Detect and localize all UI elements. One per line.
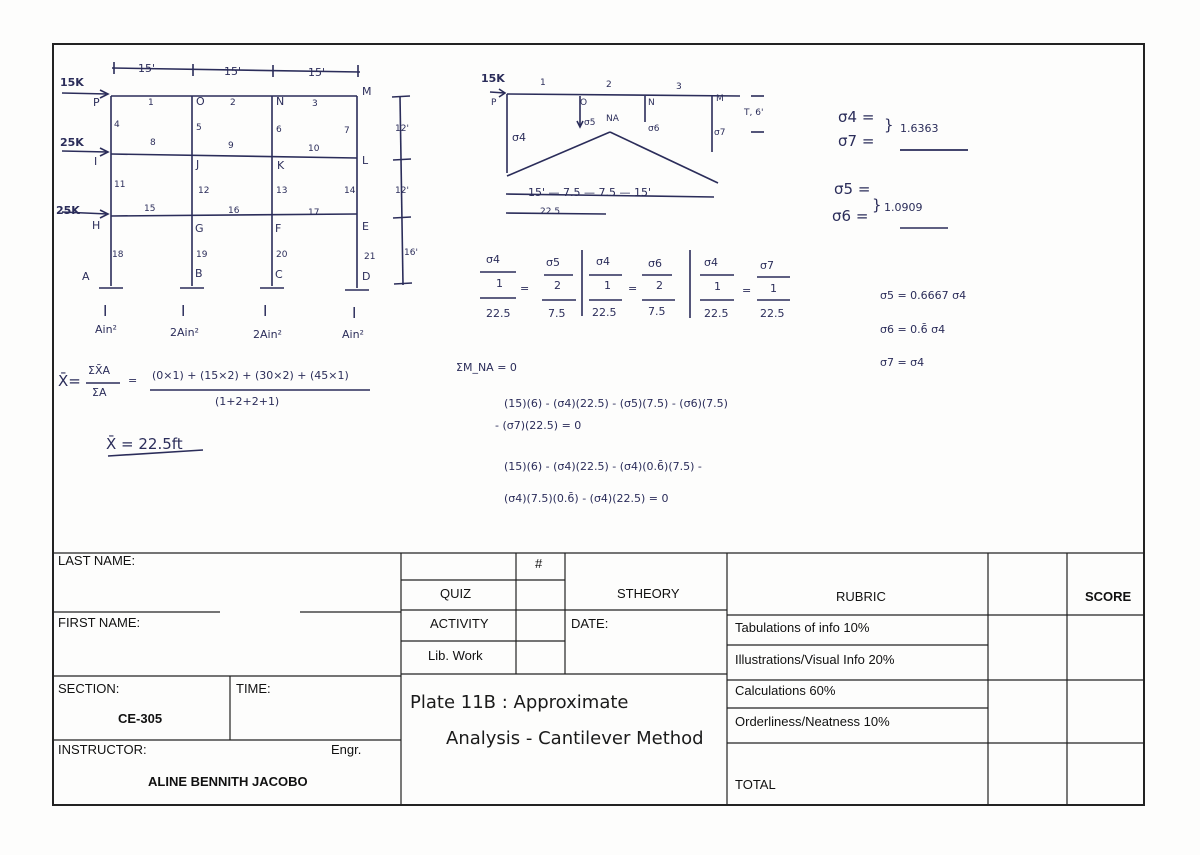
centroid-frac-num: ΣX̄A [88,364,111,377]
member-label-21: 21 [364,252,376,262]
height-label-2: 12' [395,186,409,196]
column-inertia-3: I [263,302,268,320]
rubric-calculations: Calculations 60% [735,683,836,698]
member-label-10: 10 [308,144,320,154]
centroid-frac-den: ΣA [92,386,107,399]
instructor-label: INSTRUCTOR: [58,742,147,757]
joint-label-j: J [196,158,200,171]
centroid-denominator: (1+2+2+1) [215,395,280,408]
member-label-13: 13 [276,186,288,196]
result-s6: σ6 = [832,207,869,225]
fbd-sigma7: σ7 [714,128,726,138]
joint-label-l: L [362,154,369,167]
ratio2-a: σ4 [596,255,610,268]
fbd-num-1: 1 [540,78,546,88]
section-label: SECTION: [58,681,120,696]
centroid-result: X̄ = 22.5ft [106,435,183,453]
result-s7: σ7 = [838,132,875,150]
ratio3-e: 1 [770,282,777,295]
fbd-sigma6: σ6 [648,124,660,134]
moment-head: ΣM_NA = 0 [456,361,517,374]
rubric-illustrations: Illustrations/Visual Info 20% [735,652,895,667]
fbd-num-2: 2 [606,80,612,90]
span-label-3: 15' [308,66,326,79]
time-label: TIME: [236,681,271,696]
ratio1-c: 22.5 [486,307,511,320]
relation-s6: σ6 = 0.6̄ σ4 [880,323,946,336]
member-label-7: 7 [344,126,350,136]
total-label: TOTAL [735,777,776,792]
plate-title-line2: Analysis - Cantilever Method [446,728,704,749]
load-label-top: 15K [60,76,84,89]
moment-line2: - (σ7)(22.5) = 0 [495,419,582,432]
date-label: DATE: [571,616,609,631]
joint-label-b: B [195,267,203,280]
fbd-num-3: 3 [676,82,682,92]
last-name-label: LAST NAME: [58,553,136,568]
member-label-4: 4 [114,120,120,130]
column-area-2: 2Ain² [170,326,199,339]
lib-work-label: Lib. Work [428,648,483,663]
ratio1-e: 2 [554,279,561,292]
instructor-value: ALINE BENNITH JACOBO [148,774,308,789]
member-label-20: 20 [276,250,288,260]
joint-label-i: I [94,155,98,168]
ratio2-b: 1 [604,279,611,292]
fbd-dim2: 22.5 [540,207,561,217]
joint-label-g: G [195,222,204,235]
member-label-2: 2 [230,98,236,108]
column-inertia-1: I [103,302,108,320]
relation-s7: σ7 = σ4 [880,356,925,369]
section-value: CE-305 [118,711,163,726]
member-label-9: 9 [228,141,234,151]
fbd-load: 15K [481,72,505,85]
column-area-3: 2Ain² [253,328,282,341]
engr-label: Engr. [331,742,362,757]
fbd-o: O [580,98,588,108]
member-label-6: 6 [276,125,282,135]
centroid-xbar: X̄= [58,372,81,390]
joint-label-p: P [93,96,100,109]
relation-s5: σ5 = 0.6667 σ4 [880,289,967,302]
fbd-na: NA [606,114,619,124]
centroid-equals: = [128,374,138,387]
ratio1-d: σ5 [546,256,560,269]
quiz-label: QUIZ [440,586,472,601]
load-label-mid: 25K [60,136,84,149]
ratio3-d: σ7 [760,259,774,272]
joint-label-h: H [92,219,101,232]
member-label-17: 17 [308,208,320,218]
member-label-15: 15 [144,204,156,214]
fbd-sigma5: σ5 [584,118,596,128]
centroid-numerator: (0×1) + (15×2) + (30×2) + (45×1) [152,369,349,382]
joint-label-c: C [275,268,283,281]
beam-mid [111,154,357,158]
moment-line1: (15)(6) - (σ4)(22.5) - (σ5)(7.5) - (σ6)(7.5) [504,397,728,410]
joint-label-n: N [276,95,285,108]
ratio3-b: 1 [714,280,721,293]
activity-label: ACTIVITY [430,616,489,631]
column-area-4: Ain² [342,328,364,341]
ratio3-a: σ4 [704,256,718,269]
member-label-3: 3 [312,99,318,109]
member-label-16: 16 [228,206,240,216]
rubric-tabulations: Tabulations of info 10% [735,620,870,635]
result-s5: σ5 = [834,180,871,198]
moment-line3: (15)(6) - (σ4)(22.5) - (σ4)(0.6̄)(7.5) - [504,460,702,473]
column-inertia-2: I [181,302,186,320]
result-s56-value: 1.0909 [884,201,923,214]
joint-label-k: K [277,159,285,172]
stheory-label: STHEORY [617,586,680,601]
moment-line4: (σ4)(7.5)(0.6̄) - (σ4)(22.5) = 0 [504,492,669,505]
column-area-1: Ain² [95,323,117,336]
member-label-8: 8 [150,138,156,148]
rubric-header: RUBRIC [836,589,886,604]
joint-label-o: O [196,95,205,108]
score-header: SCORE [1085,589,1132,604]
result-s4: σ4 = [838,108,875,126]
joint-label-d: D [362,270,371,283]
plate-title-line1: Plate 11B : Approximate [410,692,629,713]
joint-label-m: M [362,85,372,98]
ratio2-c: 22.5 [592,306,617,319]
fbd-p: P [491,98,497,108]
joint-label-f: F [275,222,282,235]
ratio2-d: σ6 [648,257,662,270]
rubric-orderliness: Orderliness/Neatness 10% [735,714,890,729]
column-inertia-4: I [352,304,357,322]
ratio1-f: 7.5 [548,307,566,320]
ratio3-c: 22.5 [704,307,729,320]
fbd-m: M [716,94,724,104]
joint-label-a: A [82,270,90,283]
member-label-18: 18 [112,250,124,260]
ratio2-f: 7.5 [648,305,666,318]
member-label-14: 14 [344,186,356,196]
ratio1-b: 1 [496,277,503,290]
fbd-n: N [648,98,655,108]
ratio3-f: 22.5 [760,307,785,320]
fbd-sigma4: σ4 [512,131,526,144]
result-s47-value: 1.6363 [900,122,939,135]
ratio1-a: σ4 [486,253,500,266]
first-name-label: FIRST NAME: [58,615,141,630]
fbd-dims: 15' — 7.5 — 7.5 — 15' [528,186,652,199]
load-label-bot: 25K [56,204,80,217]
ratio2-e: 2 [656,279,663,292]
member-label-1: 1 [148,98,154,108]
span-label-1: 15' [138,62,156,75]
joint-label-e: E [362,220,369,233]
hash-label: # [535,556,543,571]
height-label-3: 16' [404,248,418,258]
fbd-t-label: T, 6' [744,108,764,118]
span-label-2: 15' [224,65,242,78]
height-label-1: 12' [395,124,409,134]
member-label-19: 19 [196,250,208,260]
member-label-12: 12 [198,186,210,196]
member-label-11: 11 [114,180,126,190]
member-label-5: 5 [196,123,202,133]
